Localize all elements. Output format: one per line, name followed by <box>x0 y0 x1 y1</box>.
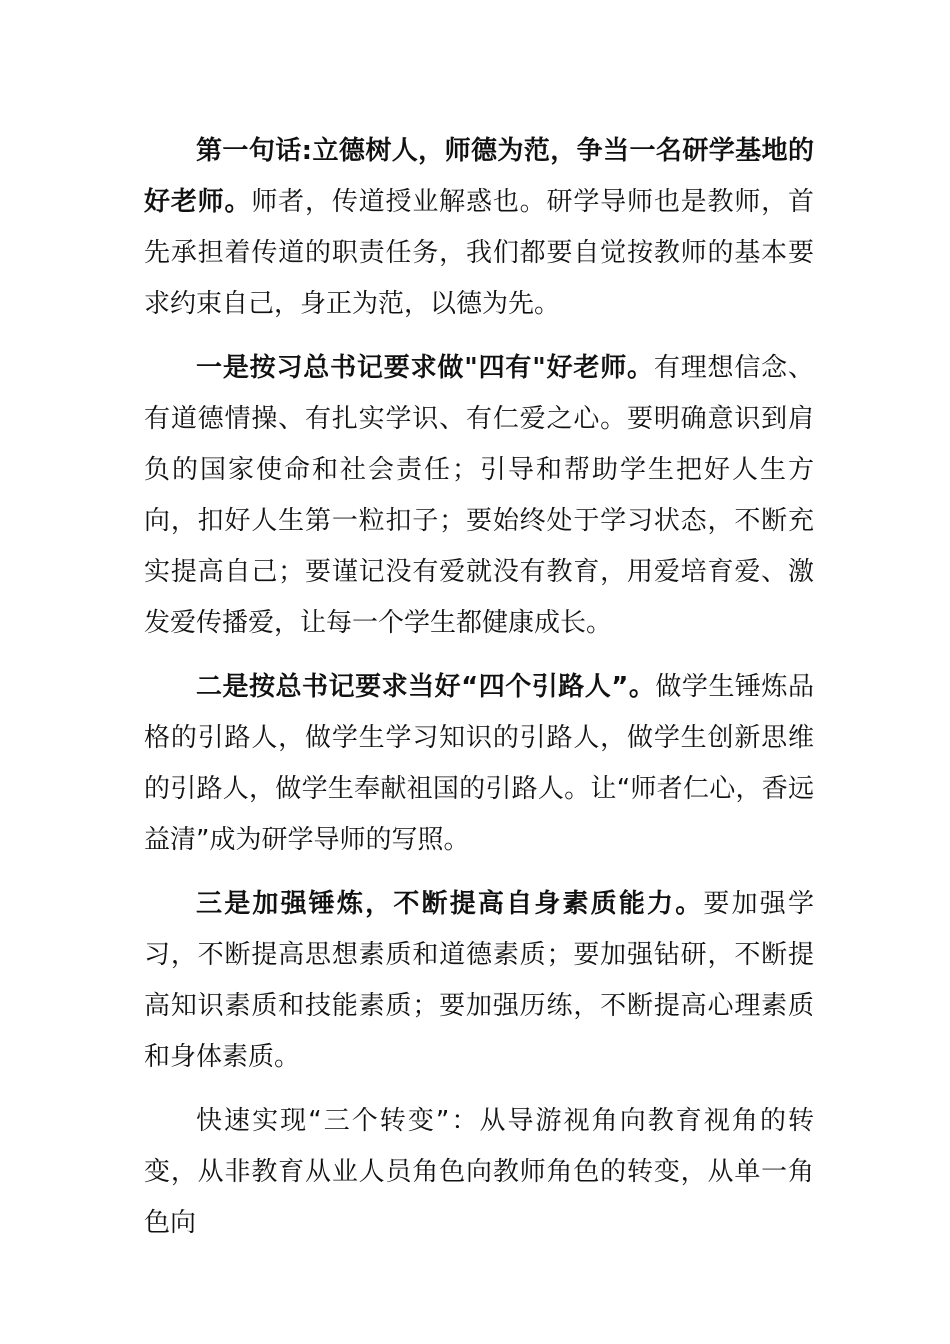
paragraph-heading: 三是加强锤炼，不断提高自身素质能力。 <box>196 889 704 919</box>
paragraph-1 <box>144 126 814 330</box>
paragraph-3 <box>144 662 814 866</box>
paragraph-5 <box>144 1096 814 1249</box>
paragraph-text: 有理想信念、有道德情操、有扎实学识、有仁爱之心。要明确意识到肩负的国家使命和社会责任；引导和帮助学生把好人生方向，扣好人生第一粒扣子；要始终处于学习状态，不断充实提高自己；要谨记没有爱就没有教育，用爱培育爱、激发爱传播爱，让每一个学生都健康成长。 <box>144 353 814 638</box>
paragraph-text: 快速实现“三个转变”：从导游视角向教育视角的转变，从非教育从业人员角色向教师角色的转变，从单一角色向 <box>144 1106 814 1238</box>
paragraph-text: 师者，传道授业解惑也。研学导师也是教师，首先承担着传道的职责任务，我们都要自觉按教师的基本要求约束自己，身正为范，以德为先。 <box>144 187 814 319</box>
paragraph-heading: 第一句话:立德树人，师德为范，争当一名研学基地的好老师。 <box>144 136 814 217</box>
paragraph-2 <box>144 343 814 649</box>
paragraph-heading: 一是按习总书记要求做"四有"好老师。 <box>196 353 654 383</box>
paragraph-text: 要加强学习，不断提高思想素质和道德素质；要加强钻研，不断提高知识素质和技能素质；要加强历练，不断提高心理素质和身体素质。 <box>144 889 814 1072</box>
paragraph-text: 做学生锤炼品格的引路人，做学生学习知识的引路人，做学生创新思维的引路人，做学生奉献祖国的引路人。让“师者仁心，香远益清”成为研学导师的写照。 <box>144 672 814 855</box>
paragraph-heading: 二是按总书记要求当好“四个引路人”。 <box>196 672 656 702</box>
paragraph-4 <box>144 879 814 1083</box>
document-body <box>144 126 814 1262</box>
